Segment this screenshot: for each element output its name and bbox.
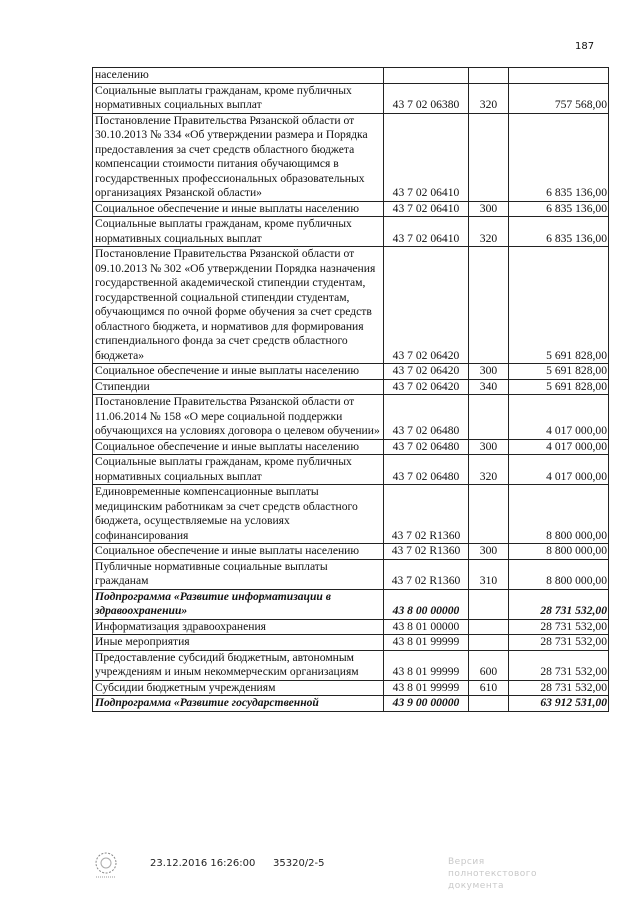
row-code-cell: 43 7 02 06410 <box>384 113 469 201</box>
row-code-cell: 43 8 00 00000 <box>384 589 469 619</box>
row-name-cell: Постановление Правительства Рязанской области от 09.10.2013 № 302 «Об утверждении Порядка назначения государственной академической стипендии студентам, государственной социальной стипендии студентам, обучающимся по очной форме обучения за счет средств областного бюджета, и нормативов для формирования стипендиального фонда за счет средств областного бюджета» <box>93 247 384 364</box>
row-amount-cell: 8 800 000,00 <box>509 559 609 589</box>
row-name-cell: Социальное обеспечение и иные выплаты населению <box>93 364 384 380</box>
row-amount-cell: 8 800 000,00 <box>509 544 609 560</box>
row-amount-cell: 5 691 828,00 <box>509 364 609 380</box>
row-name-cell: Социальные выплаты гражданам, кроме публичных нормативных социальных выплат <box>93 83 384 113</box>
row-name-cell: Предоставление субсидий бюджетным, автономным учреждениям и иным некоммерческим организациям <box>93 650 384 680</box>
table-row <box>93 83 609 113</box>
row-name-cell: Социальные выплаты гражданам, кроме публичных нормативных социальных выплат <box>93 455 384 485</box>
row-type-cell <box>469 395 509 440</box>
row-name-cell: Иные мероприятия <box>93 635 384 651</box>
row-type-cell: 300 <box>469 201 509 217</box>
row-amount-cell: 63 912 531,00 <box>509 696 609 712</box>
row-type-cell: 320 <box>469 455 509 485</box>
table-row <box>93 635 609 651</box>
row-code-cell: 43 7 02 R1360 <box>384 485 469 544</box>
row-code-cell: 43 7 02 R1360 <box>384 559 469 589</box>
row-name-cell: населению <box>93 68 384 84</box>
watermark: Версия полнотекстового документа <box>448 857 537 891</box>
footer-document-id: 35320/2-5 <box>273 858 325 869</box>
row-amount-cell: 8 800 000,00 <box>509 485 609 544</box>
row-code-cell: 43 8 01 99999 <box>384 635 469 651</box>
row-amount-cell: 28 731 532,00 <box>509 619 609 635</box>
row-name-cell: Постановление Правительства Рязанской области от 30.10.2013 № 334 «Об утверждении размера и Порядка предоставления за счет средств областного бюджета компенсации стоимости питания обучающимся в государственных профессиональных образовательных организациях Рязанской области» <box>93 113 384 201</box>
row-type-cell <box>469 696 509 712</box>
row-name-cell: Социальное обеспечение и иные выплаты населению <box>93 201 384 217</box>
subprogram-row <box>93 696 609 712</box>
row-type-cell: 610 <box>469 680 509 696</box>
row-name-cell: Постановление Правительства Рязанской области от 11.06.2014 № 158 «О мере социальной поддержки обучающихся на условиях договора о целевом обучении» <box>93 395 384 440</box>
row-type-cell: 320 <box>469 217 509 247</box>
row-amount-cell: 28 731 532,00 <box>509 635 609 651</box>
row-code-cell: 43 7 02 06480 <box>384 395 469 440</box>
row-type-cell <box>469 485 509 544</box>
row-type-cell: 340 <box>469 379 509 395</box>
table-row <box>93 650 609 680</box>
row-code-cell <box>384 68 469 84</box>
budget-table-body <box>93 68 609 712</box>
row-code-cell: 43 7 02 06420 <box>384 247 469 364</box>
table-row <box>93 455 609 485</box>
table-row <box>93 113 609 201</box>
row-code-cell: 43 8 01 99999 <box>384 650 469 680</box>
subprogram-row <box>93 589 609 619</box>
table-row <box>93 247 609 364</box>
row-amount-cell: 28 731 532,00 <box>509 680 609 696</box>
row-code-cell: 43 7 02 06480 <box>384 455 469 485</box>
table-row <box>93 485 609 544</box>
table-row <box>93 68 609 84</box>
row-code-cell: 43 7 02 06420 <box>384 364 469 380</box>
table-row <box>93 439 609 455</box>
row-code-cell: 43 7 02 06380 <box>384 83 469 113</box>
table-row <box>93 201 609 217</box>
row-amount-cell: 6 835 136,00 <box>509 201 609 217</box>
row-amount-cell: 28 731 532,00 <box>509 589 609 619</box>
row-type-cell <box>469 619 509 635</box>
row-type-cell: 600 <box>469 650 509 680</box>
budget-table <box>92 67 609 712</box>
table-row <box>93 559 609 589</box>
row-code-cell: 43 7 02 06410 <box>384 201 469 217</box>
row-type-cell: 300 <box>469 544 509 560</box>
row-name-cell: Подпрограмма «Развитие государственной <box>93 696 384 712</box>
row-type-cell: 320 <box>469 83 509 113</box>
row-name-cell: Социальные выплаты гражданам, кроме публичных нормативных социальных выплат <box>93 217 384 247</box>
row-name-cell: Информатизация здравоохранения <box>93 619 384 635</box>
table-row <box>93 395 609 440</box>
row-code-cell: 43 7 02 06480 <box>384 439 469 455</box>
row-amount-cell: 4 017 000,00 <box>509 455 609 485</box>
row-amount-cell: 757 568,00 <box>509 83 609 113</box>
row-amount-cell: 28 731 532,00 <box>509 650 609 680</box>
table-row <box>93 364 609 380</box>
row-name-cell: Публичные нормативные социальные выплаты гражданам <box>93 559 384 589</box>
row-code-cell: 43 8 01 00000 <box>384 619 469 635</box>
row-type-cell <box>469 247 509 364</box>
row-code-cell: 43 7 02 R1360 <box>384 544 469 560</box>
table-row <box>93 619 609 635</box>
row-amount-cell: 4 017 000,00 <box>509 395 609 440</box>
row-amount-cell <box>509 68 609 84</box>
row-name-cell: Субсидии бюджетным учреждениям <box>93 680 384 696</box>
row-amount-cell: 5 691 828,00 <box>509 247 609 364</box>
row-amount-cell: 4 017 000,00 <box>509 439 609 455</box>
seal-icon <box>93 850 119 880</box>
row-type-cell: 310 <box>469 559 509 589</box>
row-name-cell: Подпрограмма «Развитие информатизации в здравоохранении» <box>93 589 384 619</box>
row-name-cell: Социальное обеспечение и иные выплаты населению <box>93 544 384 560</box>
row-type-cell <box>469 68 509 84</box>
row-type-cell <box>469 113 509 201</box>
table-row <box>93 217 609 247</box>
row-amount-cell: 6 835 136,00 <box>509 217 609 247</box>
table-row <box>93 680 609 696</box>
row-name-cell: Стипендии <box>93 379 384 395</box>
row-type-cell <box>469 589 509 619</box>
table-row <box>93 379 609 395</box>
row-code-cell: 43 9 00 00000 <box>384 696 469 712</box>
row-name-cell: Единовременные компенсационные выплаты медицинским работникам за счет средств областного бюджета, осуществляемые на условиях софинансирования <box>93 485 384 544</box>
footer-timestamp: 23.12.2016 16:26:00 <box>150 858 256 869</box>
row-code-cell: 43 7 02 06410 <box>384 217 469 247</box>
row-type-cell <box>469 635 509 651</box>
row-amount-cell: 5 691 828,00 <box>509 379 609 395</box>
row-name-cell: Социальное обеспечение и иные выплаты населению <box>93 439 384 455</box>
row-type-cell: 300 <box>469 364 509 380</box>
page-number: 187 <box>575 41 595 52</box>
table-row <box>93 544 609 560</box>
row-amount-cell: 6 835 136,00 <box>509 113 609 201</box>
row-code-cell: 43 8 01 99999 <box>384 680 469 696</box>
row-code-cell: 43 7 02 06420 <box>384 379 469 395</box>
row-type-cell: 300 <box>469 439 509 455</box>
